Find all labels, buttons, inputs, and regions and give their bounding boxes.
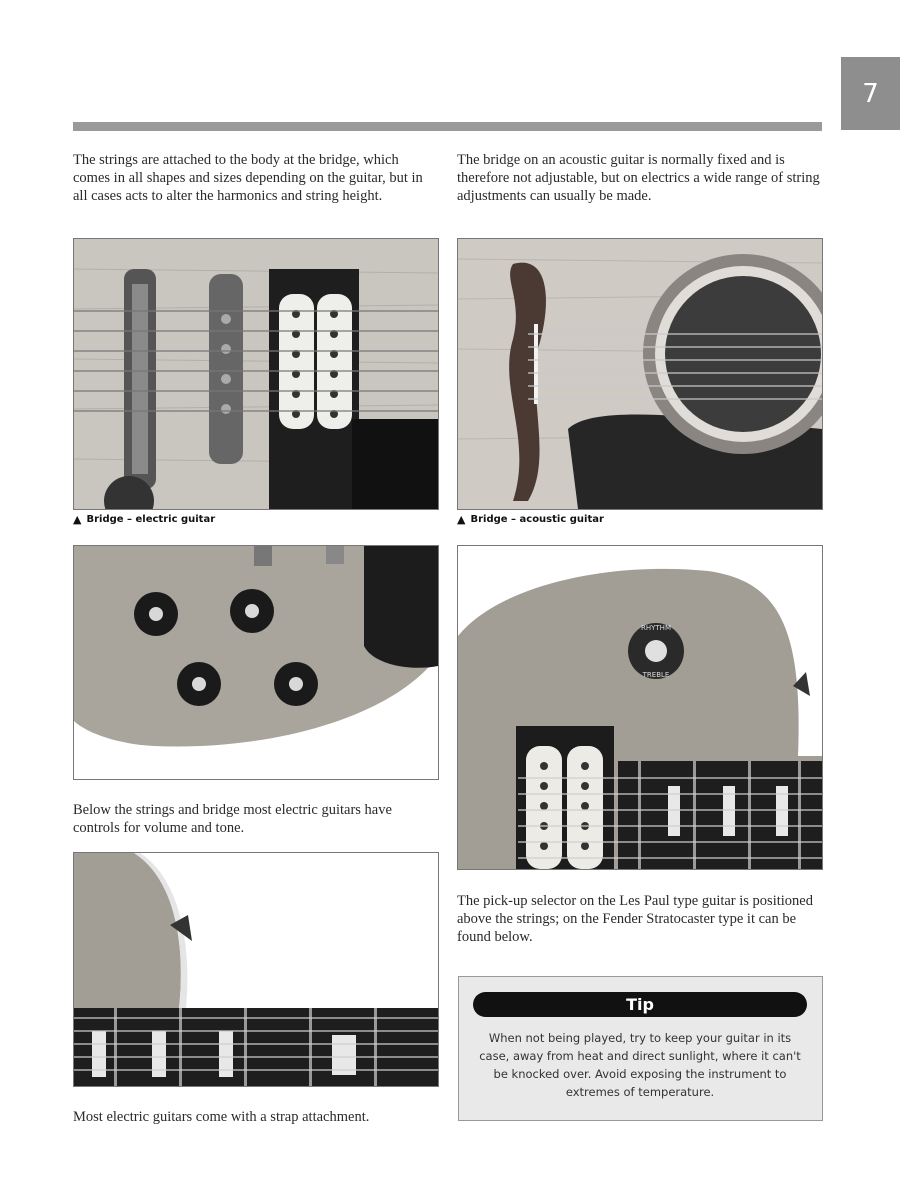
- selector-paragraph: The pick-up selector on the Les Paul type guitar is positioned above the strings; on the Fender Stratocaster type it can be found below.: [457, 893, 813, 945]
- intro-right-paragraph: The bridge on an acoustic guitar is normally fixed and is therefore not adjustable, but on electrics a wide range of string adjustments can usually be made.: [457, 152, 820, 204]
- triangle-icon: ▲: [73, 513, 82, 526]
- photo-acoustic-bridge: [457, 238, 823, 510]
- header-rule: [73, 122, 822, 131]
- caption-electric-bridge-text: Bridge – electric guitar: [86, 514, 216, 525]
- photo-controls: [73, 545, 439, 780]
- triangle-icon: ▲: [457, 513, 466, 526]
- selector-top-label: RHYTHM: [641, 624, 671, 632]
- caption-electric-bridge: [73, 513, 215, 526]
- intro-left-paragraph: The strings are attached to the body at the bridge, which comes in all shapes and sizes depending on the guitar, but in all cases acts to alter the harmonics and string height.: [73, 152, 423, 204]
- chapter-number-tab: [841, 57, 900, 130]
- photo-pickup-selector: [457, 545, 823, 870]
- controls-paragraph: Below the strings and bridge most electric guitars have controls for volume and tone.: [73, 802, 392, 836]
- caption-acoustic-bridge: [457, 513, 604, 526]
- tip-box: [458, 976, 823, 1121]
- photo-electric-bridge: [73, 238, 439, 510]
- chapter-number: 7: [862, 78, 879, 109]
- caption-acoustic-bridge-text: Bridge – acoustic guitar: [470, 514, 604, 525]
- selector-bottom-label: TREBLE: [642, 671, 670, 679]
- photo-strap-attachment: [73, 852, 439, 1087]
- tip-header: [473, 992, 807, 1017]
- tip-title: Tip: [626, 995, 654, 1014]
- tip-body: When not being played, try to keep your guitar in its case, away from heat and direct sunlight, where it can't be knocked over. Avoid exposing the instrument to extremes of temperature.: [479, 1031, 801, 1099]
- strap-paragraph: Most electric guitars come with a strap attachment.: [73, 1109, 370, 1125]
